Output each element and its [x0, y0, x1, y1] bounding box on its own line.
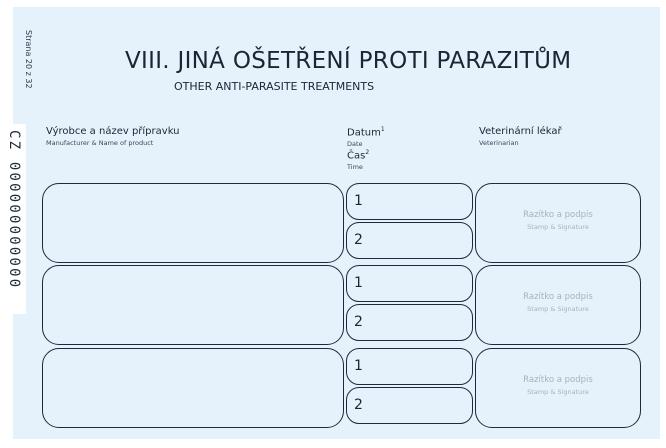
- page-title: VIII. JINÁ OŠETŘENÍ PROTI PARAZITŮM: [125, 48, 572, 74]
- slot-number: 2: [354, 314, 363, 330]
- date-footnote: 1: [380, 126, 385, 133]
- stamp-label: Razítko a podpis: [523, 210, 593, 220]
- page-indicator-text: Strana 20 z 32: [24, 30, 33, 89]
- page-indicator: [21, 30, 35, 100]
- time-footnote: 2: [365, 149, 370, 156]
- time-field-3[interactable]: [346, 387, 473, 424]
- stamp-sublabel: Stamp & Signature: [527, 223, 589, 231]
- vet-column-label: Veterinární lékař: [479, 126, 562, 137]
- product-field-2[interactable]: [42, 265, 344, 345]
- product-field-1[interactable]: [42, 183, 344, 263]
- time-label-text: Čas: [347, 150, 366, 162]
- vet-stamp-field-3[interactable]: [475, 348, 641, 428]
- time-field-1[interactable]: [346, 222, 473, 259]
- date-field-3[interactable]: [346, 348, 473, 385]
- date-field-1[interactable]: [346, 183, 473, 220]
- slot-number: 2: [354, 397, 363, 413]
- slot-number: 1: [354, 193, 363, 209]
- date-column-label: [347, 126, 385, 138]
- product-column-sublabel: Manufacturer & Name of product: [46, 139, 154, 147]
- date-column-sublabel: Date: [347, 140, 363, 148]
- date-field-2[interactable]: [346, 265, 473, 302]
- vet-stamp-field-1[interactable]: [475, 183, 641, 263]
- serial-number: CZ 000000000000: [6, 130, 22, 290]
- vet-column-sublabel: Veterinarian: [479, 139, 519, 147]
- slot-number: 1: [354, 275, 363, 291]
- serial-strip: [0, 124, 26, 314]
- time-field-2[interactable]: [346, 304, 473, 341]
- stamp-sublabel: Stamp & Signature: [527, 305, 589, 313]
- time-column-label: [347, 149, 369, 161]
- page-subtitle: OTHER ANTI-PARASITE TREATMENTS: [174, 80, 375, 93]
- stamp-sublabel: Stamp & Signature: [527, 388, 589, 396]
- stamp-label: Razítko a podpis: [523, 375, 593, 385]
- product-column-label: Výrobce a název přípravku: [46, 126, 180, 137]
- vet-stamp-field-2[interactable]: [475, 265, 641, 345]
- product-field-3[interactable]: [42, 348, 344, 428]
- date-label-text: Datum: [347, 127, 381, 139]
- stamp-label: Razítko a podpis: [523, 292, 593, 302]
- slot-number: 1: [354, 358, 363, 374]
- slot-number: 2: [354, 232, 363, 248]
- time-column-sublabel: Time: [347, 163, 363, 171]
